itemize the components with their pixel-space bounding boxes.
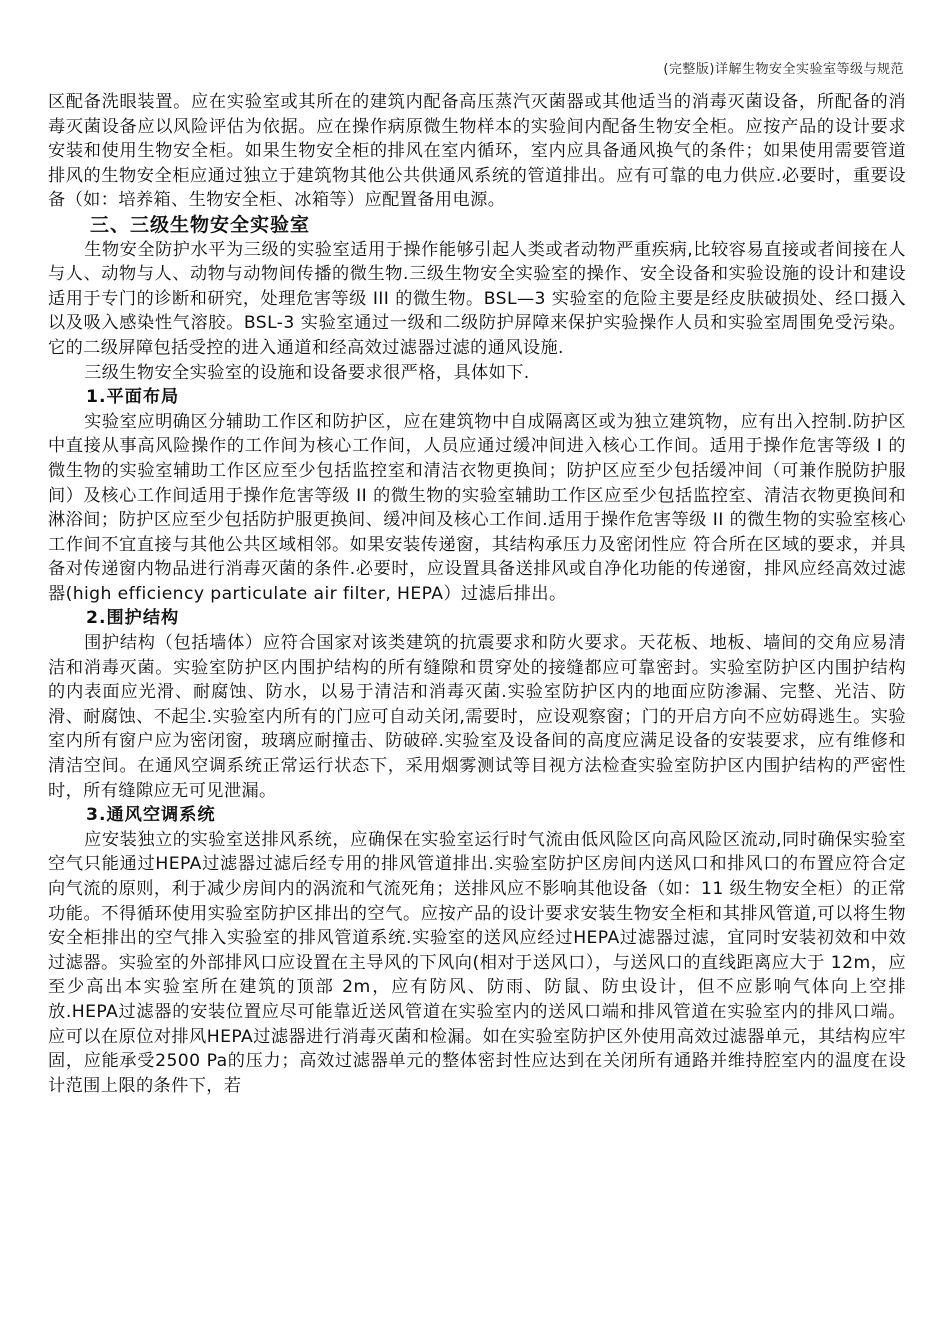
subheading-layout: 1.平面布局 (86, 387, 180, 408)
paragraph-section3-2: 三级生物安全实验室的设施和设备要求很严格，具体如下. (84, 362, 530, 383)
paragraph-hvac: 应安装独立的实验室送排风系统，应确保在实验室运行时气流由低风险区向高风险区流动,同时确保实验室空气只能通过HEPA过滤器过滤后经专用的排风管道排出.实验室防护区房间内送风口和排风口的布置应符合定向气流的原则，利于减少房间内的涡流和气流死角；送排风应不影响其他设备（如：11 级生物安全柜）的正常功能。不得循环使用实验室防护区排出的空气。应按产品的设计要求安装生物安全柜和其排风管道,可以将生物安全柜排出的空气排入实验室的排风管道系统.实验室的送风应经过HEPA过滤器过滤，宜同时安装初效和中效过滤器。实验室的外部排风口应设置在主导风的下风向(相对于送风口），与送风口的直线距离应大于 12m，应至少高出本实验室所在建筑的顶部 2m，应有防风、防雨、防鼠、防虫设计，但不应影响气体向上空排放.HEPA过滤器的安装位置应尽可能靠近送风管道在实验室内的送风口端和排风管道在实验室内的排风口端。应可以在原位对排风HEPA过滤器进行消毒灭菌和检漏。如在实验室防护区外使用高效过滤器单元，其结构应牢固，应能承受2500 Pa的压力；高效过滤器单元的整体密封性应达到在关闭所有通路并维持腔室内的温度在设计范围上限的条件下，若 (48, 829, 906, 1096)
running-header: (完整版)详解生物安全实验室等级与规范 (663, 62, 904, 77)
section-heading-3: 三、三级生物安全实验室 (90, 213, 311, 236)
subheading-hvac: 3.通风空调系统 (86, 805, 216, 826)
subheading-enclosure: 2.围护结构 (86, 608, 180, 629)
document-body (48, 90, 906, 1098)
paragraph-enclosure: 围护结构（包括墙体）应符合国家对该类建筑的抗震要求和防火要求。天花板、地板、墙间的交角应易清洁和消毒灭菌。实验室防护区内围护结构的所有缝隙和贯穿处的接缝都应可靠密封。实验室防护区内围护结构的内表面应光滑、耐腐蚀、防水，以易于清洁和消毒灭菌.实验室防护区内的地面应防渗漏、完整、光洁、防滑、耐腐蚀、不起尘.实验室内所有的门应可自动关闭,需要时，应设观察窗；门的开启方向不应妨碍逃生。实验室内所有窗户应为密闭窗，玻璃应耐撞击、防破碎.实验室及设备间的高度应满足设备的安装要求，应有维修和清洁空间。在通风空调系统正常运行状态下，采用烟雾测试等目视方法检查实验室防护区内围护结构的严密性时，所有缝隙应无可见泄漏。 (48, 633, 906, 801)
paragraph-section3-1: 生物安全防护水平为三级的实验室适用于操作能够引起人类或者动物严重疾病,比较容易直接或者间接在人与人、动物与人、动物与动物间传播的微生物.三级生物安全实验室的操作、安全设备和实验设施的设计和建设适用于专门的诊断和研究，处理危害等级 III 的微生物。BSL—3 实验室的危险主要是经皮肤破损处、经口摄入以及吸入感染性气溶胶。BSL-3 实验室通过一级和二级防护屏障来保护实验操作人员和实验室周围免受污染。它的二级屏障包括受控的进入通道和经高效过滤器过滤的通风设施. (48, 239, 906, 358)
paragraph-layout: 实验室应明确区分辅助工作区和防护区，应在建筑物中自成隔离区或为独立建筑物，应有出入控制.防护区中直接从事高风险操作的工作间为核心工作间，人员应通过缓冲间进入核心工作间。适用于操作危害等级 I 的微生物的实验室辅助工作区应至少包括监控室和清洁衣物更换间；防护区应至少包括缓冲间（可兼作脱防护服间）及核心工作间适用于操作危害等级 II 的微生物的实验室辅助工作区应至少包括监控室、清洁衣物更换间和淋浴间；防护区应至少包括防护服更换间、缓冲间及核心工作间.适用于操作危害等级 II 的微生物的实验室核心工作间不宜直接与其他公共区域相邻。如果安装传递窗，其结构承压力及密闭性应 符合所在区域的要求，并具备对传递窗内物品进行消毒灭菌的条件.必要时，应设置具备送排风或自净化功能的传递窗，排风应经高效过滤器(high efficiency particulate air filter, HEPA）过滤后排出。 (48, 411, 906, 604)
paragraph-intro: 区配备洗眼装置。应在实验室或其所在的建筑内配备高压蒸汽灭菌器或其他适当的消毒灭菌设备，所配备的消毒灭菌设备应以风险评估为依据。应在操作病原微生物样本的实验间内配备生物安全柜。应按产品的设计要求安装和使用生物安全柜。如果生物安全柜的排风在室内循环，室内应具备通风换气的条件；如果使用需要管道排风的生物安全柜应通过独立于建筑物其他公共供通风系统的管道排出。应有可靠的电力供应.必要时，重要设备（如：培养箱、生物安全柜、冰箱等）应配置备用电源。 (48, 92, 906, 211)
